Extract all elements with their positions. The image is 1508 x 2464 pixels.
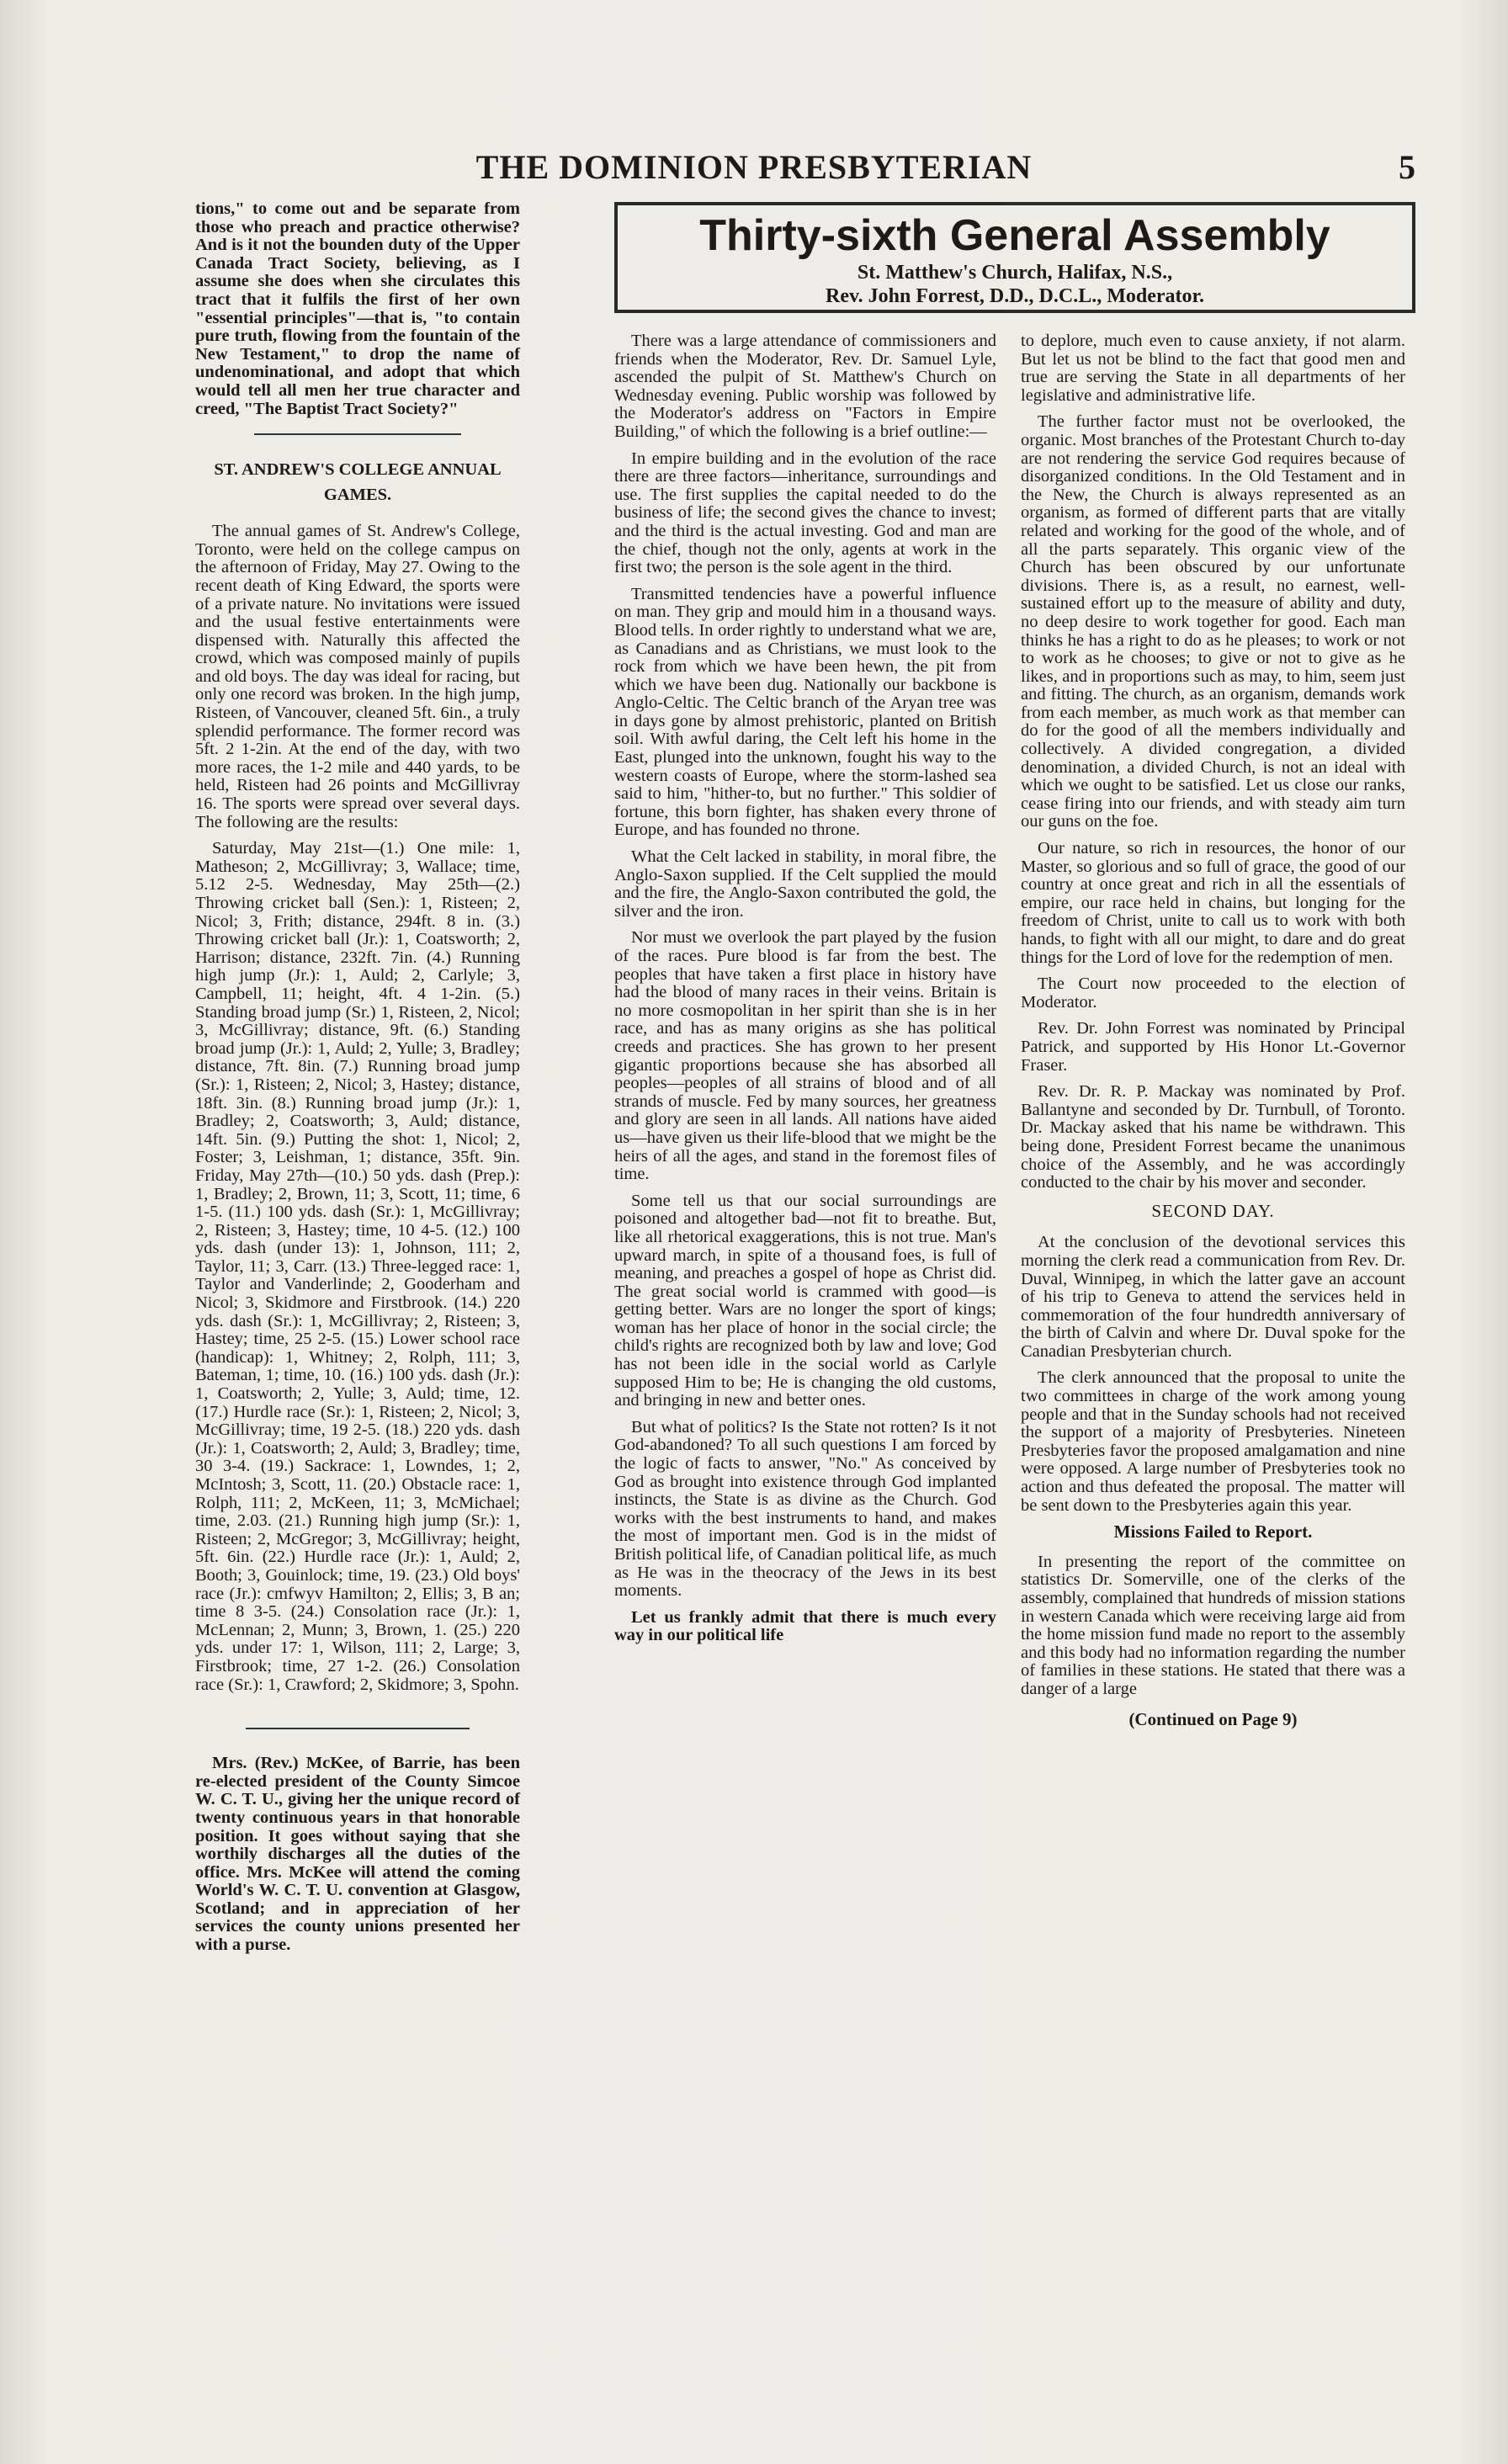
article-paragraph: to deplore, much even to cause anxiety, if not alarm. But let us not be blind to the fact that good men and true are serving the State in all departments of her legislative and administrative life. bbox=[1021, 332, 1405, 405]
assembly-title: Thirty-sixth General Assembly bbox=[699, 211, 1330, 260]
article-paragraph: Nor must we overlook the part played by the fusion of the races. Pure blood is far from the best. The peoples that have taken a first place in history have had the blood of many races in their veins. Britain is no more cosmopolitan in her spirit than she is in her race, and has as many origins as she has political creeds and practices. She has grown to her present gigantic proportions because she has absorbed all peoples—peoples of all strains of blood and of all strands of muscle. Fed by many sources, her greatness and glory are seen in all lands. All nations have aided us—have given us their life-blood that we might be the heirs of all the ages, and stand in the foremost files of time. bbox=[614, 928, 996, 1184]
article-paragraph: The further factor must not be overlooked, the organic. Most branches of the Protestant Church to-day are not rendering the service God requires because of disorganized conditions. In the Old Testament and in the New, the Church is always represented as an organism, as formed of different parts that are vitally related and working for the good of the whole, and of all the parts separately. This organic view of the Church has been obscured by our unfortunate divisions. There is, as a result, no earnest, well-sustained effort up to the measure of ability and duty, no deep desire to work together for good. Each man thinks he has a right to do as he pleases; to work or not to work as he chooses; to give or not to give as he likes, and in proportions such as may, to him, seem just and fitting. The church, as an organism, demands work from each member, as much work as that member can do for the good of all the members individually and collectively. A divided congregation, a divided denomination, a divided Church, is not an ideal with which we ought to be satisfied. Let us close our ranks, cease firing into our friends, and with steady aim turn our guns on the foe. bbox=[1021, 412, 1405, 831]
article-paragraph: Let us frankly admit that there is much every way in our political life bbox=[614, 1607, 996, 1645]
continued-note: (Continued on Page 9) bbox=[1128, 1708, 1298, 1729]
article-paragraph: The clerk announced that the proposal to unite the two committees in charge of the work among young people and that in the Sunday schools had not received the support of a majority of Presbyteries. Nineteen Presbyteries favor the proposed amalgamation and nine were opposed. A large number of Presbyteries took no action and thus defeated the proposal. The matter will be sent down to the Presbyteries again this year. bbox=[1021, 1368, 1405, 1515]
article-paragraph: But what of politics? Is the State not rotten? Is it not God-abandoned? To all such questions I am forced by the logic of facts to answer, "No." As conceived by God as brought into existence through God implanted instincts, the State is as divine as the Church. God works with the best instruments to hand, and makes the most of important men. God is in the midst of British political life, of Canadian political life, as much as He was in the theocracy of the Jews in its best moments. bbox=[614, 1417, 996, 1601]
article-paragraph: Rev. Dr. R. P. Mackay was nominated by Prof. Ballantyne and seconded by Dr. Turnbull, of Toronto. Dr. Mackay asked that his name be withdrawn. This being done, President Forrest became the unanimous choice of the Assembly, and he was accordingly conducted to the chair by his mover and seconder. bbox=[1021, 1082, 1405, 1192]
column-middle bbox=[614, 332, 996, 1654]
divider bbox=[254, 433, 461, 435]
article-paragraph: Some tell us that our social surroundings are poisoned and altogether bad—not fit to breathe. But, like all rhetorical exaggerations, this is not true. Man's upward march, in spite of a thousand foes, is full of meaning, and preaches a gospel of hope as Christ did. The great social world is crammed with good—is getting better. Wars are no longer the sport of kings; woman has her place of honor in the social circle; the child's rights are recognized both by law and love; God has not been idle in the social world as Carlyle supposed Him to be; He is changing the old customs, and bringing in new and better ones. bbox=[614, 1191, 996, 1410]
games-results: Saturday, May 21st—(1.) One mile: 1, Matheson; 2, McGillivray; 3, Wallace; time, 5.12 2-5. Wednesday, May 25th—(2.) Throwing cricket ball (Sen.): 1, Risteen; 2, Nicol; 3, Frith; distance, 294ft. 8 in. (3.) Throwing cricket ball (Jr.): 1, Coatsworth; 2, Harrison; distance, 232ft. 7in. (4.) Running high jump (Jr.): 1, Auld; 2, Carlyle; 3, Campbell, 11; height, 4ft. 4 1-2in. (5.) Standing broad jump (Sr.) 1, Risteen, 2, Nicol; 3, McGillivray; distance, 9ft. (6.) Standing broad jump (Jr.): 1, Auld; 2, Yulle; 3, Bradley; distance, 7ft. 8in. (7.) Running broad jump (Sr.): 1, Risteen; 2, Nicol; 3, Hastey; distance, 18ft. 3in. (8.) Running broad jump (Jr.): 1, Bradley; 2, Coatsworth; 3, Auld; distance, 14ft. 5in. (9.) Putting the shot: 1, Nicol; 2, Foster; 3, Leishman, 1; distance, 35ft. 9in. Friday, May 27th—(10.) 50 yds. dash (Prep.): 1, Bradley; 2, Brown, 11; 3, Scott, 11; time, 6 1-5. (11.) 100 yds. dash (Sr.): 1, McGillivray; 2, Risteen; 3, Hastey; time, 10 4-5. (12.) 100 yds. dash (under 13): 1, Johnson, 111; 2, Taylor, 11; 3, Carr. (13.) Three-legged race: 1, Taylor and Vanderlinde; 2, Gooderham and Nicol; 3, Skidmore and Firstbrook. (14.) 220 yds. dash (Sr.): 1, McGillivray; 2, Risteen; 3, Hastey; time, 25 2-5. (15.) Lower school race (handicap): 1, Whitney; 2, Rolph, 111; 3, Bateman, 1; time, 10. (16.) 100 yds. dash (Jr.): 1, Coatsworth; 2, Yulle; 3, Auld; time, 12. (17.) Hurdle race (Sr.): 1, Risteen; 2, Nicol; 3, McGillivray; time, 19 2-5. (18.) 220 yds. dash (Jr.): 1, Coatsworth; 2, Auld; 3, Bradley; time, 30 3-4. (19.) Sackrace: 1, Lowndes, 1; 2, McIntosh; 3, Scott, 11. (20.) Obstacle race: 1, Rolph, 111; 2, McKeen, 11; 3, McMichael; time, 2.03. (21.) Running high jump (Sr.): 1, Risteen; 2, McGregor; 3, McGillivray; height, 5ft. 6in. (22.) Hurdle race (Jr.): 1, Auld; 2, Booth; 3, Gouinlock; time, 19. (23.) Old boys' race (Jr.): cmfwyv Hamilton; 2, Ellis; 3, B an; time 8 3-5. (24.) Consolation race (Jr.): 1, McLennan; 2, Munn; 3, Brown, 1. (25.) 220 yds. under 17: 1, Wilson, 111; 2, Large; 3, Firstbrook; time, 27 1-2. (26.) Consolation race (Sr.): 1, Crawford; 2, Skidmore; 3, Spohn. bbox=[195, 839, 520, 1694]
article-paragraph: In presenting the report of the committee on statistics Dr. Somerville, one of the clerks of the assembly, complained that hundreds of mission stations in western Canada which were receiving large aid from the home mission fund made no report to the assembly and this body had no information regarding the number of families in these stations. He stated that there was a danger of a large bbox=[1021, 1552, 1405, 1698]
article-paragraph: What the Celt lacked in stability, in moral fibre, the Anglo-Saxon supplied. If the Celt supplied the mould and the fire, the Anglo-Saxon contributed the gold, the silver and the iron. bbox=[614, 847, 996, 921]
assembly-header-box bbox=[614, 202, 1415, 313]
article-paragraph: Transmitted tendencies have a powerful influence on man. They grip and mould him in a thousand ways. Blood tells. In order rightly to understand what we are, as Canadians and as Christians, we must look to the rock from which we have been hewn, the pit from which we have been dug. Nationally our backbone is Anglo-Celtic. The Celtic branch of the Aryan tree was in days gone by almost prehistoric, planted on British soil. With awful daring, the Celt left his home in the East, plunged into the unknown, fought his way to the western coasts of Europe, where the storm-lashed sea said to him, "hither-to, but no further." This soldier of fortune, this born fighter, has shaken every throne of Europe, and has founded no throne. bbox=[614, 584, 996, 840]
assembly-church: St. Matthew's Church, Halifax, N.S., bbox=[857, 262, 1173, 284]
divider bbox=[246, 1728, 470, 1729]
games-heading: ST. ANDREW'S COLLEGE ANNUAL GAMES. bbox=[214, 460, 502, 505]
newspaper-title: THE DOMINION PRESBYTERIAN bbox=[475, 148, 1033, 186]
mckee-paragraph: Mrs. (Rev.) McKee, of Barrie, has been re-elected president of the County Simcoe W. C. T. U., giving her the unique record of twenty continuous years in that honorable position. It goes without saying that she worthily discharges all the duties of the office. Mrs. McKee will attend the coming World's W. C. T. U. convention at Glasgow, Scotland; and in appreciation of her services the county unions presented her with a purse. bbox=[195, 1754, 520, 1955]
page-number: 5 bbox=[1399, 148, 1415, 186]
assembly-moderator: Rev. John Forrest, D.D., D.C.L., Moderator. bbox=[826, 285, 1204, 307]
tract-society-paragraph: tions," to come out and be separate from those who preach and practice otherwise? And is it not the bounden duty of the Upper Canada Tract Society, believing, as I assume she does when she circulates this tract that it fulfils the first of her own "essential principles"—that is, "to contain pure truth, flowing from the fountain of the New Testament," to drop the name of undenominational, and adopt that which would tell all men her true character and creed, "The Baptist Tract Society?" bbox=[195, 199, 520, 418]
masthead bbox=[0, 147, 1508, 198]
missions-heading: Missions Failed to Report. bbox=[1113, 1521, 1313, 1543]
article-paragraph: Rev. Dr. John Forrest was nominated by Principal Patrick, and supported by His Honor Lt.-Governor Fraser. bbox=[1021, 1019, 1405, 1075]
second-day-heading: SECOND DAY. bbox=[1151, 1200, 1275, 1221]
article-paragraph: At the conclusion of the devotional services this morning the clerk read a communication from Rev. Dr. Duval, Winnipeg, in which the latter gave an account of his trip to Geneva to attend the services held in commemoration of the four hundredth anniversary of the birth of Calvin and where Dr. Duval spoke for the Canadian Presbyterian church. bbox=[1021, 1233, 1405, 1361]
column-left bbox=[195, 200, 520, 1963]
article-paragraph: In empire building and in the evolution of the race there are three factors—inheritance, surroundings and use. The first supplies the capital needed to do the business of life; the second gives the chance to invest; and the third is the actual investing. God and man are the chief, though not the only, agents at work in the first two; the person is the sole agent in the third. bbox=[614, 449, 996, 577]
article-paragraph: The Court now proceeded to the election of Moderator. bbox=[1021, 974, 1405, 1012]
article-paragraph: There was a large attendance of commissioners and friends when the Moderator, Rev. Dr. Samuel Lyle, ascended the pulpit of St. Matthew's Church on Wednesday evening. Public worship was followed by the Moderator's address on "Factors in Empire Building," of which the following is a brief outline:— bbox=[614, 332, 996, 441]
column-right bbox=[1021, 332, 1405, 1729]
games-paragraph: The annual games of St. Andrew's College, Toronto, were held on the college campus on the afternoon of Friday, May 27. Owing to the recent death of King Edward, the sports were of a private nature. No invitations were issued and the usual festive entertainments were dispensed with. Naturally this affected the crowd, which was composed mainly of pupils and old boys. The day was ideal for racing, but only one record was broken. In the high jump, Risteen, of Vancouver, cleaned 5ft. 6in., a truly splendid performance. The former record was 5ft. 2 1-2in. At the end of the day, with two more races, the 1-2 mile and 440 yards, to be held, Risteen had 26 points and McGillivray 16. The sports were spread over several days. The following are the results: bbox=[195, 522, 520, 831]
article-paragraph: Our nature, so rich in resources, the honor of our Master, so glorious and so full of grace, the good of our country at once great and rich in all the essentials of empire, our race held in chains, but longing for the freedom of Christ, unite to call us to work with both hands, to fight with all our might, to dare and do great things for the Lord of love for the redemption of men. bbox=[1021, 839, 1405, 967]
